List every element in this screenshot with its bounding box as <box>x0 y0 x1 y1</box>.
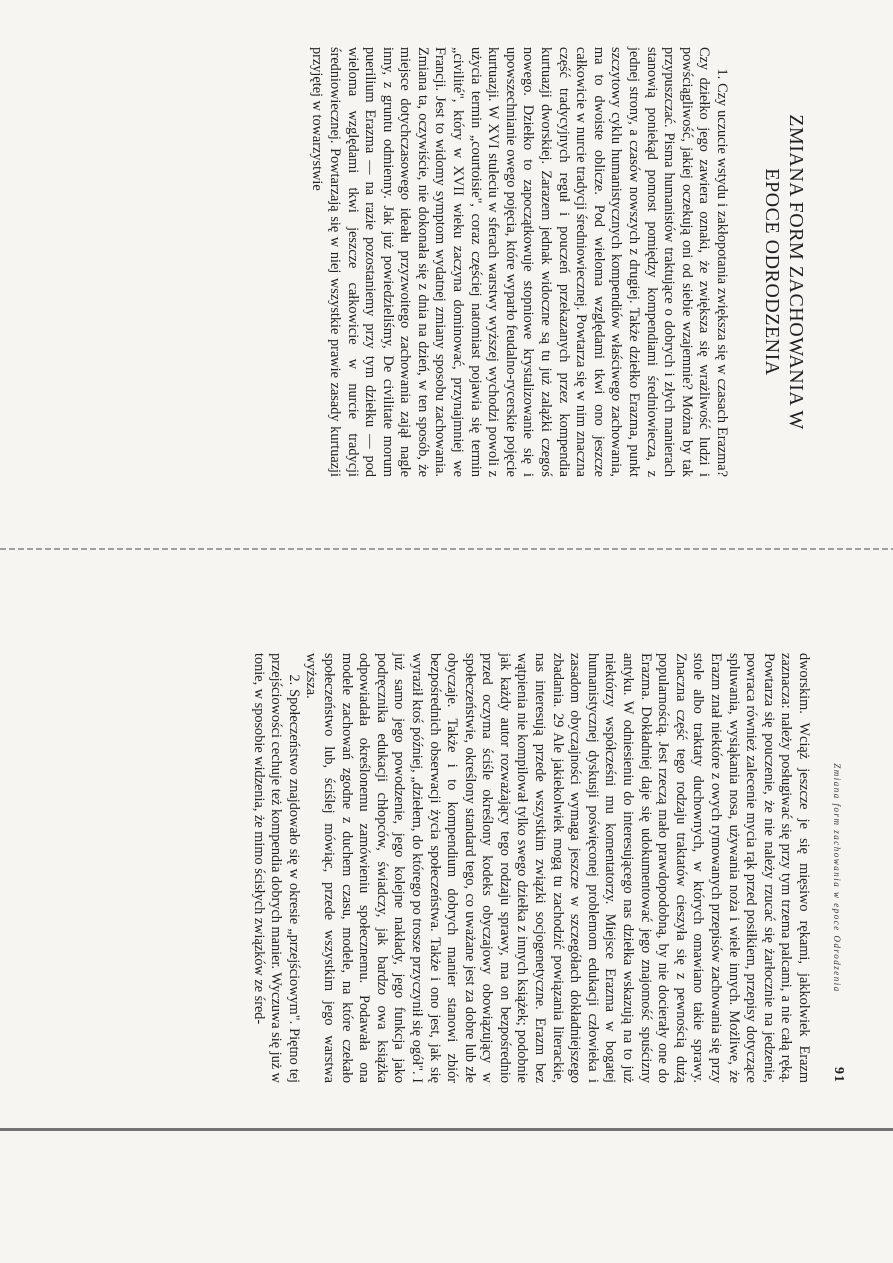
page-91 <box>18 618 848 1118</box>
chapter-title: ZMIANA FORM ZACHOWANIA W EPOCE ODRODZENIA <box>761 114 807 430</box>
running-head: Zmiana form zachowania w epoce Odrodzenia <box>832 763 842 993</box>
chapter-opening-page <box>18 12 848 512</box>
page-body-text <box>308 47 730 477</box>
page-content <box>18 27 848 497</box>
page-content <box>18 633 848 1103</box>
page-body-text <box>249 653 812 1083</box>
paragraph: dworskim. Wciąż jeszcze je się mięsiwo rękami, jakkolwiek Erazm zaznacza: należy posługiwać się przy tym trzema palcami, a nie całą ręką. Powtarza się pouczenie, że nie należy rzucać się żarłocznie na jedzenie, powraca również zalecenie mycia rąk przed posiłkiem, przepisy dotyczące spluwania, wysiąkania nosa, używania noża i wiele innych. Możliwe, że Erazm znał niektóre z owych rymowanych przepisów zachowania się przy stole albo traktaty duchownych, w których omawiano takie sprawy. Znaczna część tego rodzaju traktatów cieszyła się z pewnością dużą popularnością. Jest rzeczą mało prawdopodobną, by nie docierały one do Erazma. Dokładniej daje się udokumentować jego znajomość spuścizny antyku. W odniesieniu do interesującego nas dziełka wskazują na to już niektórzy współcześni mu komentatorzy. Miejsce Erazma w bogatej humanistycznej dyskusji poświęconej problemom edukacji człowieka i zasadom obyczajności wymaga jeszcze w szczegółach dokładniejszego zbadania. 29 Ale jakiekolwiek mogą tu zachodzić powiązania literackie, nas interesują przede wszystkim związki socjogenetyczne. Erazm bez wątpienia nie kompilował tylko swego dziełka z innych książek; podobnie jak każdy autor rozważający tego rodzaju sprawy, ma on bezpośrednio przed oczyma ściśle określony kodeks obyczajowy obowiązujący w społeczeństwie, określony standard tego, co uważane jest za dobre lub złe obyczaje. Także i to kompendium dobrych manier stanowi zbiór bezpośrednich obserwacji życia społeczeństwa. Także i ono jest, jak się wyraził ktoś później, „dziełem, do którego po trosze przyczynił się ogół". I już samo jego powodzenie, jego kolejne nakłady, jego funkcja jako podręcznika edukacji chłopców, świadczy, jak bardzo owa książka odpowiadała określonemu zamówieniu społecznemu. Podawała ona modele zachowań zgodne z duchem czasu, modele, na które czekało społeczeństwo lub, ściślej mówiąc, przede wszystkim jego warstwa wyższa. <box>303 653 812 1083</box>
paragraph: 2. Społeczeństwo znajdowało się w okresie „przejściowym". Piętno tej przejściowości cechuje też kompendia dobrych manier. Wyczuwa się już w tonie, w sposobie widzenia, że mimo ścisłych związków ze śred- <box>250 653 302 1084</box>
paragraph: 1. Czy uczucie wstydu i zakłopotania zwiększa się w czasach Erazma? Czy dziełko jego zawiera oznaki, że zwiększa się wrażliwość ludzi i powściągliwość, jakiej oczekują oni od siebie wzajemnie? Można by tak przypuszczać. Pisma humanistów traktujące o dobrych i złych manierach stanowią poniekąd pomost pomiędzy kompendiami średniowiecza, z jednej strony, a czasów nowszych z drugiej. Także dziełko Erazma, punkt szczytowy cyklu humanistycznych kompendiów właściwego zachowania, ma to dwoiste oblicze. Pod wieloma względami tkwi ono jeszcze całkowicie w nurcie tradycji średniowiecznej. Powtarza się w nim znaczna część tradycyjnych reguł i pouczeń przekazanych przez kompendia kurtuazji dworskiej. Zarazem jednak widoczne są tu już zalążki czegoś nowego. Dziełko to zapoczątkowuje stopniowe krystalizowanie się i upowszechnianie owego pojęcia, które wyparło feudalno-rycerskie pojęcie kurtuazji. W XVI stuleciu w sferach warstwy wyższej wychodzi powoli z użycia termin „courtoisie", coraz częściej natomiast pojawia się termin „civilité", który w XVII wieku zaczyna dominować, przynajmniej we Francji. Jest to widomy symptom wydatnej zmiany sposobu zachowania. Zmiana ta, oczywiście, nie dokonała się z dnia na dzień, w ten sposób, że miejsce dotychczasowego ideału przyzwoitego zachowania zajął nagle inny, z gruntu odmienny. Jak już powiedzieliśmy, De civilitate morum puerilium Erazma — na razie pozostaniemy przy tym dziełku — pod wieloma względami tkwi jeszcze całkowicie w nurcie tradycji średniowiecznej. Powtarzają się w niej wszystkie prawie zasady kurtuazji przyjętej w towarzystwie <box>309 47 730 477</box>
page-divider-line <box>0 548 893 550</box>
page-number: 91 <box>831 1067 846 1083</box>
page-bottom-edge-line <box>0 1128 893 1131</box>
